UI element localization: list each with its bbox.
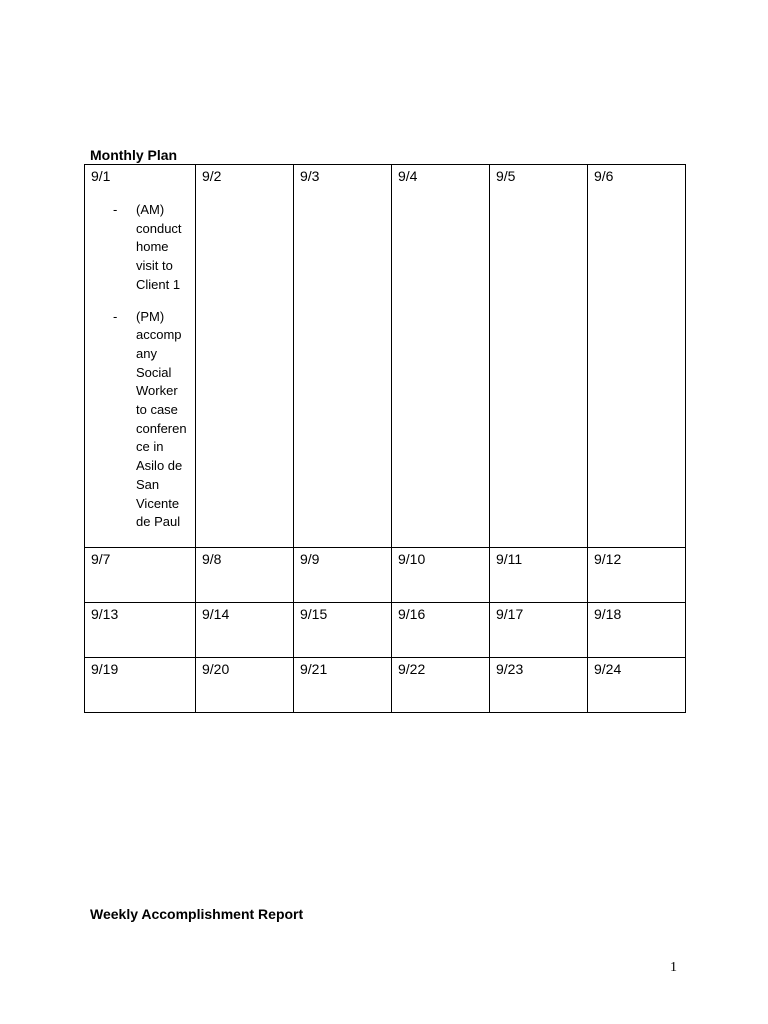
- day-cell-9-22: [392, 658, 490, 713]
- day-date: 9/24: [594, 661, 622, 677]
- day-cell-9-14: [196, 603, 294, 658]
- day-date: 9/17: [496, 606, 524, 622]
- day-cell-9-11: [490, 548, 588, 603]
- day-date: 9/9: [300, 551, 320, 567]
- day-date: 9/16: [398, 606, 426, 622]
- day-date: 9/23: [496, 661, 524, 677]
- day-date: 9/7: [91, 551, 111, 567]
- day-date: 9/2: [202, 168, 222, 184]
- day-cell-9-5: [490, 165, 588, 548]
- day-date: 9/18: [594, 606, 622, 622]
- day-cell-9-13: [85, 603, 196, 658]
- page-number: 1: [670, 960, 677, 975]
- day-date: 9/1: [91, 168, 111, 184]
- week-row-3: [85, 603, 686, 658]
- week-row-4: [85, 658, 686, 713]
- task-bullet: -: [113, 202, 118, 217]
- day-cell-9-2: [196, 165, 294, 548]
- day-cell-9-17: [490, 603, 588, 658]
- day-date: 9/20: [202, 661, 230, 677]
- day-date: 9/4: [398, 168, 418, 184]
- task-item: [91, 308, 195, 532]
- day-cell-9-24: [588, 658, 686, 713]
- day-cell-9-16: [392, 603, 490, 658]
- day-date: 9/5: [496, 168, 516, 184]
- day-date: 9/6: [594, 168, 614, 184]
- day-date: 9/10: [398, 551, 426, 567]
- task-item: [91, 201, 195, 295]
- day-cell-9-7: [85, 548, 196, 603]
- day-date: 9/14: [202, 606, 230, 622]
- task-bullet: -: [113, 308, 118, 324]
- day-date: 9/19: [91, 661, 119, 677]
- day-date: 9/21: [300, 661, 328, 677]
- week-row-2: [85, 548, 686, 603]
- weekly-report-title: Weekly Accomplishment Report: [90, 906, 304, 922]
- week-row-1: [85, 165, 686, 548]
- day-cell-9-18: [588, 603, 686, 658]
- day-cell-9-8: [196, 548, 294, 603]
- day-cell-9-4: [392, 165, 490, 548]
- day-date: 9/11: [496, 551, 523, 567]
- day-cell-9-3: [294, 165, 392, 548]
- day-date: 9/8: [202, 551, 222, 567]
- day-date: 9/15: [300, 606, 328, 622]
- day-cell-9-21: [294, 658, 392, 713]
- day-date: 9/13: [91, 606, 119, 622]
- task-list: [91, 201, 195, 532]
- day-cell-9-1: [85, 165, 196, 548]
- monthly-plan-table: [84, 164, 686, 713]
- task-text: (PM) accompany Social Worker to case conference in Asilo de San Vicente de Paul: [136, 308, 187, 530]
- day-cell-9-20: [196, 658, 294, 713]
- day-date: 9/12: [594, 551, 622, 567]
- day-date: 9/3: [300, 168, 320, 184]
- day-cell-9-9: [294, 548, 392, 603]
- day-cell-9-15: [294, 603, 392, 658]
- day-cell-9-12: [588, 548, 686, 603]
- day-date: 9/22: [398, 661, 426, 677]
- day-cell-9-6: [588, 165, 686, 548]
- day-cell-9-10: [392, 548, 490, 603]
- task-text: (AM) conduct home visit to Client 1: [136, 202, 182, 292]
- monthly-plan-title: Monthly Plan: [90, 147, 178, 163]
- day-cell-9-19: [85, 658, 196, 713]
- day-cell-9-23: [490, 658, 588, 713]
